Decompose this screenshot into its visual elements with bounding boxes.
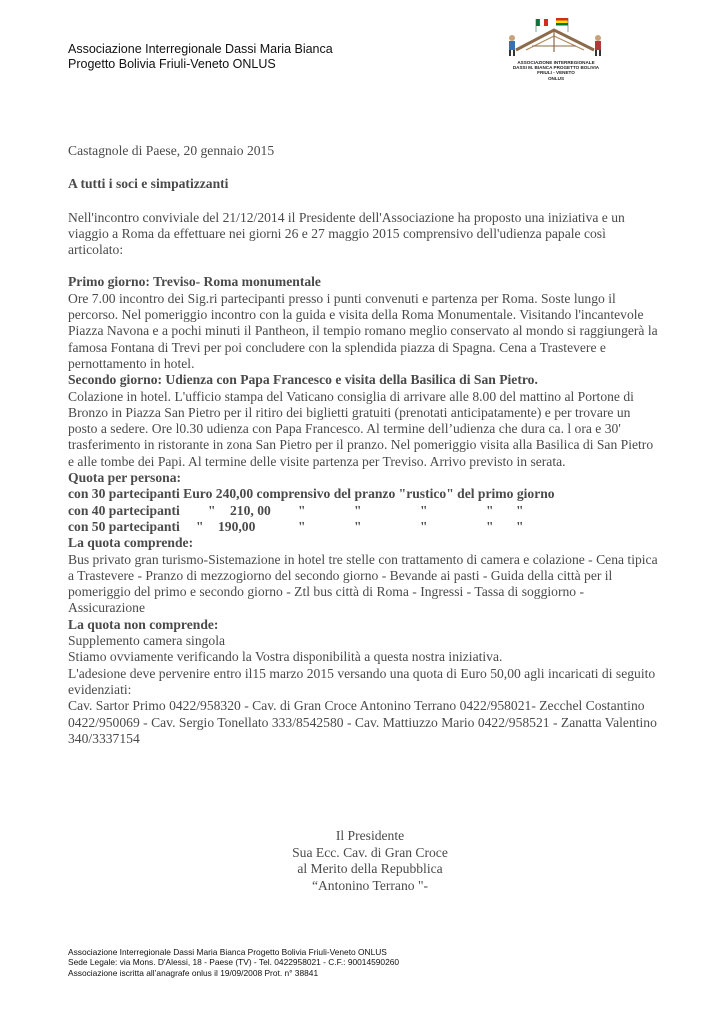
- roof-beam: [516, 30, 594, 50]
- includes-title: La quota comprende:: [68, 535, 194, 551]
- quota-line-40: [68, 503, 658, 519]
- signature-title: Il Presidente: [335, 828, 405, 843]
- signature-block: [220, 828, 520, 894]
- figure-right: [595, 35, 601, 41]
- day1-text: Ore 7.00 incontro dei Sig.ri partecipanti presso i punti convenuti e partenza per Roma. Soste lungo il percorso. Nel pomeriggio incontro con la guida e visita della Roma Monumentale. Visitando l'incantevole Piazza Navona e a pochi minuti il Pantheon, il tempio romano meglio conservato al mondo si raggiungerà la famosa Fontana di Trevi per poi concludere con la splendida piazza di Spagna. Cena a Trastevere e pernottamento in hotel.: [68, 290, 658, 371]
- quota-label: con 40 partecipanti: [68, 502, 180, 518]
- signature-honor: Sua Ecc. Cav. di Gran Croce: [292, 844, 448, 860]
- excludes-title: La quota non comprende:: [68, 616, 219, 632]
- signature-honor-2: al Merito della Repubblica: [297, 861, 443, 876]
- letterhead-line-2: Progetto Bolivia Friuli-Veneto ONLUS: [68, 57, 276, 71]
- ditto-mark: ": [196, 518, 204, 534]
- footer-line-1: Associazione Interregionale Dassi Maria Bianca Progetto Bolivia Friuli-Veneto ONLUS: [68, 947, 387, 957]
- italy-flag-green: [536, 19, 540, 26]
- closing-deadline: L'adesione deve pervenire entro il15 marzo 2015 versando una quota di Euro 50,00 agli incaricati di seguito evidenziati:: [68, 665, 656, 697]
- footer-line-3: Associazione iscritta all’anagrafe onlus il 19/09/2008 Prot. n° 38841: [68, 967, 319, 978]
- ditto-mark: ": [420, 518, 428, 534]
- bolivia-flag-red: [556, 18, 568, 21]
- italy-flag-white: [540, 19, 544, 26]
- logo-caption: [502, 60, 610, 81]
- quota-label: con 50 partecipanti: [68, 518, 180, 534]
- quota-price: 190,00: [218, 518, 256, 534]
- logo-graphic: [502, 16, 610, 60]
- day1-title: Primo giorno: Treviso- Roma monumentale: [68, 274, 321, 290]
- italy-flag-red: [544, 19, 548, 26]
- includes-text: Bus privato gran turismo-Sistemazione in hotel tre stelle con trattamento di camera e colazione - Cena tipica a Trastevere - Pranzo di mezzogiorno del secondo giorno - Bevande ai pasti - Guida della città per il pomeriggio del primo e secondo giorno - Ztl bus città di Roma - Ingressi - Tassa di soggiorno - Assicurazione: [68, 551, 658, 616]
- ditto-mark: ": [298, 502, 306, 518]
- day2-text: Colazione in hotel. L'ufficio stampa del Vaticano consiglia di arrivare alle 8.00 del mattino al Portone di Bronzo in Piazza San Pietro per il ritiro dei biglietti gratuiti (prenotati anticipatamente) e per trovare un posto a sedere. Ore l0.30 udienza con Papa Francesco. Al termine dell’udienza che dura ca. l ora e 30' trasferimento in ristorante in zona San Pietro per il pranzo. Nel pomeriggio visita alla Basilica di San Pietro e alle tombe dei Papi. Al termine delle visite partenza per Treviso. Arrivo previsto in serata.: [68, 388, 654, 469]
- excludes-text: Supplemento camera singola: [68, 633, 226, 649]
- footer: [68, 947, 399, 978]
- letterhead: [68, 42, 333, 72]
- logo-caption-line: DASSI M. BIANCA PROGETTO BOLIVIA: [512, 65, 600, 71]
- letter-intro: Nell'incontro conviviale del 21/12/2014 il Presidente dell'Associazione ha proposto una iniziativa e un viaggio a Roma da effettuare nei giorni 26 e 27 maggio 2015 comprensivo dell'udienza papale così articolato:: [68, 209, 625, 258]
- logo-caption-line: ONLUS: [547, 75, 565, 81]
- signature-name: “Antonino Terrano "-: [311, 877, 429, 893]
- logo-caption-line: FRIULI - VENETO: [537, 70, 575, 76]
- ditto-mark: ": [486, 502, 494, 518]
- ditto-mark: ": [486, 518, 494, 534]
- bolivia-flag-yellow: [556, 21, 568, 24]
- letter-greeting: A tutti i soci e simpatizzanti: [68, 176, 229, 192]
- ditto-mark: ": [354, 518, 362, 534]
- footer-line-2: Sede Legale: via Mons. D'Alessi, 18 - Paese (TV) - Tel. 0422958021 - C.F.: 90014590260: [68, 957, 400, 968]
- quota-title: Quota per persona:: [68, 470, 182, 486]
- letterhead-line-1: Associazione Interregionale Dassi Maria Bianca: [68, 42, 333, 56]
- logo-caption-line: ASSOCIAZIONE INTERREGIONALE: [517, 60, 595, 65]
- ditto-mark: ": [420, 502, 428, 518]
- closing-availability: Stiamo ovviamente verificando la Vostra disponibilità a questa nostra iniziativa.: [68, 649, 503, 665]
- ditto-mark: ": [208, 502, 216, 518]
- quota-line-50: [68, 519, 658, 535]
- bolivia-flag-green: [556, 23, 568, 26]
- letter-body: [68, 143, 658, 747]
- figure-left: [509, 35, 515, 41]
- ditto-mark: ": [298, 518, 306, 534]
- ditto-mark: ": [516, 502, 524, 518]
- ditto-mark: ": [354, 502, 362, 518]
- contact-list: Cav. Sartor Primo 0422/958320 - Cav. di Gran Croce Antonino Terrano 0422/958021- Zecchel Costantino 0422/950069 - Cav. Sergio Tonellato 333/8542580 - Cav. Mattiuzzo Mario 0422/958521 - Zanatta Valentino 340/3337154: [68, 698, 657, 746]
- quota-price: 210, 00: [230, 502, 271, 518]
- association-logo: [502, 16, 610, 88]
- letter-date: Castagnole di Paese, 20 gennaio 2015: [68, 143, 275, 158]
- quota-line-30: con 30 partecipanti Euro 240,00 comprensivo del pranzo "rustico" del primo giorno: [68, 486, 555, 502]
- ditto-mark: ": [516, 518, 524, 534]
- day2-title: Secondo giorno: Udienza con Papa Francesco e visita della Basilica di San Pietro.: [68, 372, 538, 388]
